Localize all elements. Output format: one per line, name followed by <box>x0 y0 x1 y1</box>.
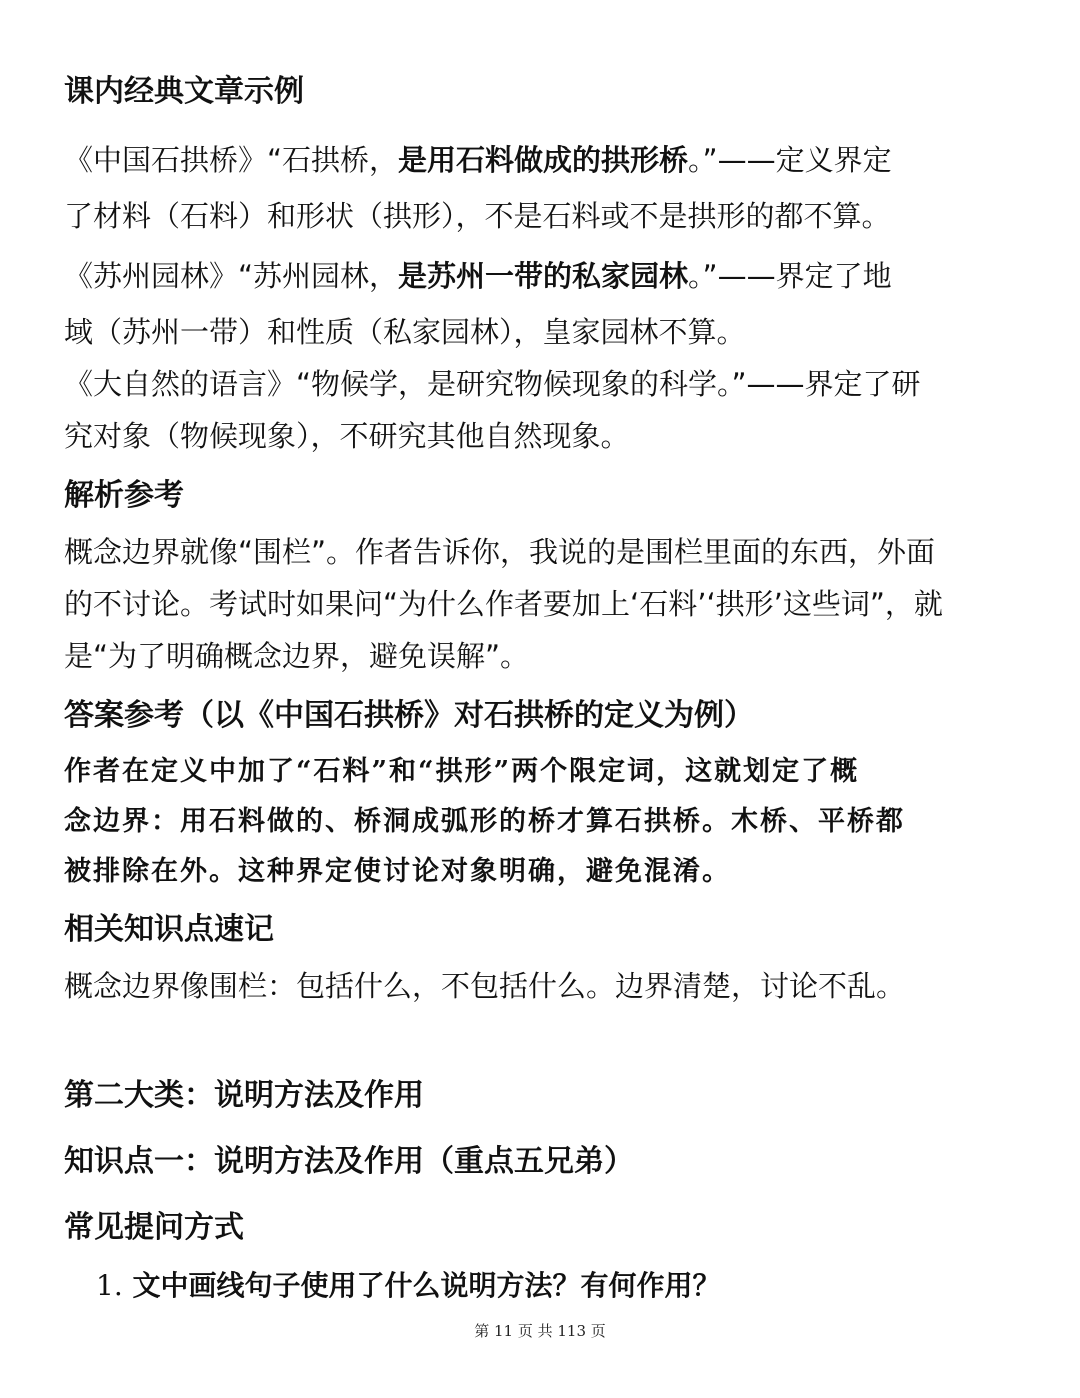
example-nature-language-line2: 究对象（物候现象），不研究其他自然现象。 <box>64 419 630 453</box>
memo-text: 概念边界像围栏：包括什么，不包括什么。边界清楚，讨论不乱。 <box>64 969 906 1003</box>
section-heading-memo: 相关知识点速记 <box>64 912 274 947</box>
example-emphasis: 是用石料做成的拱形桥 <box>398 143 689 177</box>
question-item <box>96 1266 720 1306</box>
example-suzhou-garden-line1 <box>64 256 892 296</box>
answer-line: 作者在定义中加了“石料”和“拱形”两个限定词，这就划定了概 <box>64 756 860 787</box>
answer-line: 念边界：用石料做的、桥洞成弧形的桥才算石拱桥。木桥、平桥都 <box>64 806 905 837</box>
section-heading-analysis: 解析参考 <box>64 478 184 513</box>
example-text: 《中国石拱桥》“石拱桥， <box>64 143 399 177</box>
section-heading-classic-examples: 课内经典文章示例 <box>64 74 304 109</box>
example-stone-bridge-line2: 了材料（石料）和形状（拱形），不是石料或不是拱形的都不算。 <box>64 199 891 233</box>
category-heading: 第二大类：说明方法及作用 <box>64 1078 424 1113</box>
answer-line: 被排除在外。这种界定使讨论对象明确，避免混淆。 <box>64 856 731 887</box>
analysis-line: 的不讨论。考试时如果问“为什么作者要加上‘石料’‘拱形’这些词”，就 <box>64 587 943 621</box>
section-heading-answer: 答案参考（以《中国石拱桥》对石拱桥的定义为例） <box>64 698 754 733</box>
example-nature-language-line1: 《大自然的语言》“物候学，是研究物候现象的科学。”——界定了研 <box>64 367 921 401</box>
example-stone-bridge-line1 <box>64 140 892 180</box>
question-text: 文中画线句子使用了什么说明方法？有何作用？ <box>132 1269 721 1302</box>
analysis-line: 概念边界就像“围栏”。作者告诉你，我说的是围栏里面的东西，外面 <box>64 535 936 569</box>
knowledge-point-heading: 知识点一：说明方法及作用（重点五兄弟） <box>64 1144 634 1179</box>
page-footer: 第 11 页 共 113 页 <box>474 1322 606 1340</box>
example-emphasis: 是苏州一带的私家园林 <box>398 259 689 293</box>
example-text: 《苏州园林》“苏州园林， <box>64 259 399 293</box>
example-suzhou-garden-line2: 域（苏州一带）和性质（私家园林），皇家园林不算。 <box>64 315 746 349</box>
question-number: 1. <box>96 1269 123 1302</box>
example-text: 。”——定义界定 <box>688 143 892 177</box>
analysis-line: 是“为了明确概念边界，避免误解”。 <box>64 639 530 673</box>
section-heading-questions: 常见提问方式 <box>64 1210 244 1245</box>
example-text: 。”——界定了地 <box>688 259 892 293</box>
